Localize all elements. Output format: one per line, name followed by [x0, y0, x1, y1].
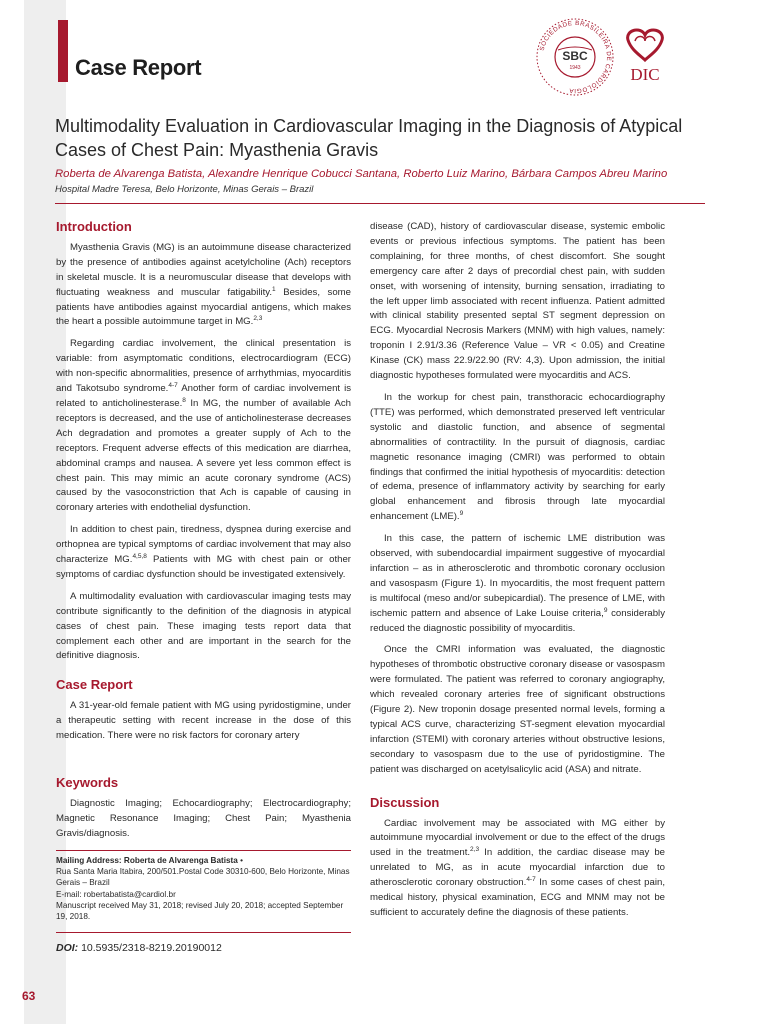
dic-logo-icon	[628, 30, 663, 84]
header-divider	[55, 203, 705, 204]
discussion-heading: Discussion	[370, 794, 440, 810]
sbc-logo-icon	[537, 19, 613, 95]
section-accent-bar	[58, 20, 68, 82]
case-report-paragraph: disease (CAD), history of cardiovascular disease, systemic embolic events or previous infectious symptoms. The patient has been complaining, for three months, of chest discomfort. She sought emergency care after 2 days of precordial chest pain, with sudden onset, with worsening of intensity, burning sensation, irradiating to the left upper limb associated with recent influenza. Patient admitted with clinical stability presented septal ST segment depression on ECG. Myocardial Necrosis Markers (MNM) with high values, namely: troponin I 2.91/3.36 (Reference Value – VR < 0.05) and Creatine Kinase (CK) mass 22.9/22.90 (RV: 4,3). Upon admission, the initial diagnostic hypotheses formulated were myocarditis and ACS.	[370, 221, 665, 382]
keywords-text: Diagnostic Imaging; Echocardiography; Electrocardiography; Magnetic Resonance Imaging; Chest Pain; Myasthenia Gravis/diagnosis.	[56, 797, 351, 839]
introduction-paragraph: In addition to chest pain, tiredness, dyspnea during exercise and orthopnea are typical symptoms of cardiac involvement that may also characterize MG.$^{4,5,8}$ Patients with MG with chest pain or other symptoms of cardiac dysfunction should be investigated extensively.	[56, 524, 352, 580]
mailing-address-block: Mailing Address: Roberta de Alvarenga Batista • Rua Santa Maria Itabira, 200/501.Postal Code 30310-600, Belo Horizonte, Minas Gerais – Brazil E-mail: robertabatista@cardiol.br Manuscript received May 31, 2018; revised July 20, 2018; accepted September 19, 2018.	[56, 850, 351, 923]
article-authors: Roberta de Alvarenga Batista, Alexandre Henrique Cobucci Santana, Roberto Luiz Marino, Bárbara Campos Abreu Marino	[55, 168, 668, 180]
case-report-paragraph: In this case, the pattern of ischemic LME distribution was observed, with subendocardial impairment suggestive of myocardial infarction – as in atherosclerotic and thrombotic coronary occlusion and vasospasm (Figure 1). In myocarditis, the most frequent pattern is multifocal (meso and/or subepicardial). The presence of LME, with ischemic pattern and absence of Lake Louise criteria,$^9$ considerably reduced the diagnostic possibility of myocarditis.	[370, 533, 665, 634]
right-column	[370, 220, 665, 928]
left-column	[56, 220, 351, 956]
dic-logo-text: DIC	[630, 65, 660, 84]
doi-value: 10.5935/2318-8219.20190012	[78, 942, 222, 955]
sbc-ring-text: SOCIEDADE BRASILEIRA DE CARDIOLOGIA	[538, 19, 613, 95]
introduction-paragraph: Myasthenia Gravis (MG) is an autoimmune disease characterized by the presence of antibodies against acetylcholine (Ach) receptors in skeletal muscle. It is a neuromuscular disease that develops with fluctuating weakness and muscular fatigability.$^1$ Besides, some patients have antibodies against myocardial antigens, which makes the heart a possible autoimmune target in MG.$^{2,3}$	[56, 241, 351, 328]
introduction-paragraph: A multimodality evaluation with cardiovascular imaging tests may contribute significantly to the definition of the diagnosis in atypical cases of chest pain. These imaging tests report data that complement each other and are important in the search for the definitive diagnosis.	[56, 590, 351, 662]
introduction-heading: Introduction	[56, 219, 132, 234]
mailing-label: Mailing Address: Roberta de Alvarenga Batista	[56, 855, 238, 865]
keywords-heading: Keywords	[56, 775, 119, 790]
case-report-heading: Case Report	[56, 677, 133, 693]
article-affiliation: Hospital Madre Teresa, Belo Horizonte, Minas Gerais – Brazil	[55, 184, 314, 195]
sbc-logo-year: 1943	[569, 65, 581, 71]
mailing-email: E-mail: robertabatista@cardiol.br	[56, 889, 176, 899]
mailing-address: Rua Santa Maria Itabira, 200/501.Postal Code 30310-600, Belo Horizonte, Minas Gerais – Brazil	[56, 866, 350, 888]
page-number: 63	[22, 989, 36, 1003]
case-report-paragraph: A 31-year-old female patient with MG using pyridostigmine, under a therapeutic setting with recent increase in the dose of this medication. There were no risk factors for coronary artery	[56, 700, 351, 742]
case-report-paragraph: In the workup for chest pain, transthoracic echocardiography (TTE) was performed, which demonstrated preserved left ventricular systolic and diastolic function, and absence of segmental abnormalities of contractility. In the pursuit of diagnosis, cardiac magnetic resonance imaging (CMRI) was performed to obtain findings that confirmed the initial hypothesis of myocarditis: detection of edema, presence of inflammatory activity by searching for early global enhancement and fibrosis through late myocardial enhancement (LME).$^9$	[370, 391, 665, 523]
doi-block	[56, 932, 351, 956]
introduction-paragraph: Regarding cardiac involvement, the clinical presentation is variable: from asymptomatic conditions, electrocardiogram (ECG) with non-specific abnormalities, presence of arrhythmias, myocarditis and Takotsubo syndrome.$^{4-7}$ Another form of cardiac involvement is related to anticholinesterase.$^8$ In MG, the number of available Ach receptors is decreased, and the use of anticholinesterase decreases Ach degradation and promotes a greater supply of Ach to the receptors. Frequent adverse effects of this medication are diarrhea, abdominal cramps and nausea. A severe yet less common effect is chest pain. This may mimic an acute coronary syndrome (ACS) caused by the vasoconstriction that Ach is capable of causing in coronary arteries with endothelial dysfunction.	[56, 338, 351, 514]
section-label: Case Report	[75, 55, 202, 80]
journal-logos	[525, 10, 675, 105]
manuscript-dates: Manuscript received May 31, 2018; revised July 20, 2018; accepted September 19, 2018.	[56, 900, 344, 922]
discussion-paragraph: Cardiac involvement may be associated with MG either by autoimmune myocardial involvement or due to the effect of the drugs used in the treatment.$^{2,3}$ In addition, the cardiac disease may be unrelated to MG, as in acute myocardial infarction due to atherosclerotic coronary obstruction.$^{4-7}$ In some cases of chest pain, medical history, physical examination, ECG and MNM may not be sufficient to accurately define the diagnosis of these patients.	[370, 817, 666, 918]
doi-label: DOI:	[56, 942, 79, 955]
sbc-logo-text: SBC	[562, 49, 588, 63]
case-report-paragraph: Once the CMRI information was evaluated, the diagnostic hypotheses of thrombotic obstructive coronary disease or vasospasm were formulated. The patient was referred to coronary angiography, which revealed coronary arteries free of significant obstructions (Figure 2). New troponin dosage presented normal levels, forming a typical ACS curve, characterizing ST-segment elevation myocardial infarction (STEMI) with coronary arteries without obstructive lesions, secondary to vasospasm due to the use of pyridostigmine. The patient was discharged on acetylsalicylic acid (ASA) and nitrate.	[370, 644, 665, 775]
article-title: Multimodality Evaluation in Cardiovascular Imaging in the Diagnosis of Atypical Cases of Chest Pain: Myasthenia Gravis	[55, 116, 683, 160]
